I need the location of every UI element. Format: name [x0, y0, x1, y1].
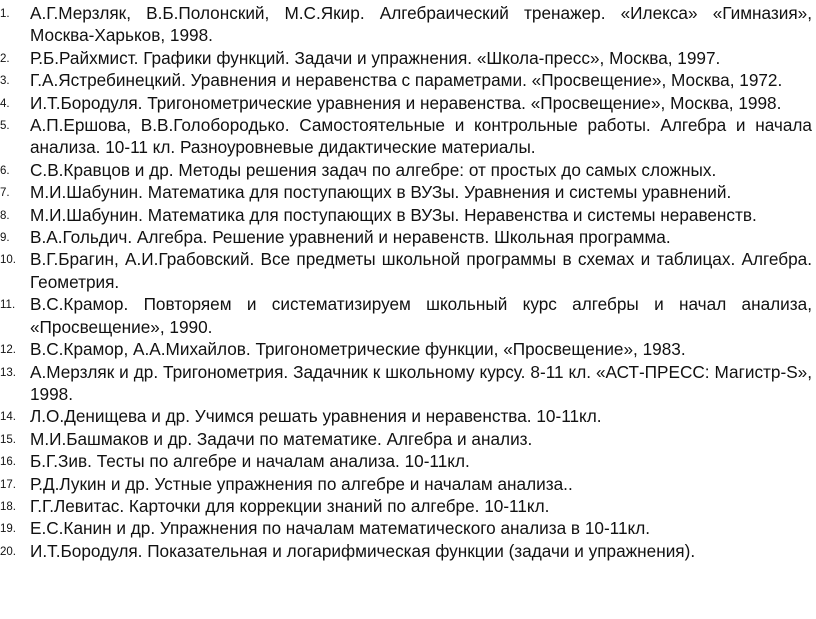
reference-number: 12.: [0, 344, 16, 357]
reference-item: [0, 361, 816, 406]
reference-item: [0, 428, 816, 450]
reference-text: Г.Г.Левитас. Карточки для коррекции знаний по алгебре. 10-11кл.: [30, 495, 550, 516]
reference-item: [0, 248, 816, 293]
reference-text: Б.Г.Зив. Тесты по алгебре и началам анализа. 10-11кл.: [30, 451, 470, 472]
reference-text: И.Т.Бородуля. Показательная и логарифмическая функции (задачи и упражнения).: [30, 540, 696, 561]
reference-text: А.Мерзляк и др. Тригонометрия. Задачник к школьному курсу. 8-11 кл. «АСТ-ПРЕСС: Магистр-S», 1998.: [30, 361, 812, 404]
reference-number: 3.: [0, 75, 10, 88]
reference-item: [0, 226, 816, 248]
reference-number: 14.: [0, 411, 16, 424]
reference-text: В.Г.Брагин, А.И.Грабовский. Все предметы школьной программы в схемах и таблицах. Алгебра. Геометрия.: [30, 249, 812, 292]
reference-number: 13.: [0, 366, 16, 379]
reference-number: 17.: [0, 478, 16, 491]
reference-number: 4.: [0, 97, 10, 110]
reference-text: С.В.Кравцов и др. Методы решения задач по алгебре: от простых до самых сложных.: [30, 159, 717, 180]
reference-item: [0, 47, 816, 69]
reference-text: Р.Д.Лукин и др. Устные упражнения по алгебре и началам анализа..: [30, 473, 573, 494]
reference-text: Е.С.Канин и др. Упражнения по началам математического анализа в 10-11кл.: [30, 518, 651, 539]
reference-text: М.И.Шабунин. Математика для поступающих в ВУЗы. Неравенства и системы неравенств.: [30, 204, 757, 225]
reference-item: [0, 69, 816, 91]
reference-number: 5.: [0, 120, 10, 133]
reference-item: [0, 338, 816, 360]
reference-text: М.И.Шабунин. Математика для поступающих в ВУЗы. Уравнения и системы уравнений.: [30, 182, 732, 203]
reference-number: 20.: [0, 545, 16, 558]
reference-text: Г.А.Ястребинецкий. Уравнения и неравенства с параметрами. «Просвещение», Москва, 1972.: [30, 70, 783, 91]
reference-text: М.И.Башмаков и др. Задачи по математике. Алгебра и анализ.: [30, 428, 533, 449]
reference-item: [0, 114, 816, 159]
reference-text: В.С.Крамор. Повторяем и систематизируем школьный курс алгебры и начал анализа, «Просвещение», 1990.: [30, 294, 812, 337]
reference-text: Л.О.Денищева и др. Учимся решать уравнения и неравенства. 10-11кл.: [30, 406, 602, 427]
reference-text: В.А.Гольдич. Алгебра. Решение уравнений и неравенств. Школьная программа.: [30, 227, 671, 248]
reference-item: [0, 495, 816, 517]
reference-number: 15.: [0, 433, 16, 446]
reference-number: 8.: [0, 209, 10, 222]
reference-item: [0, 540, 816, 562]
reference-number: 2.: [0, 52, 10, 65]
reference-item: [0, 204, 816, 226]
reference-item: [0, 517, 816, 539]
reference-item: [0, 92, 816, 114]
reference-item: [0, 450, 816, 472]
reference-text: А.Г.Мерзляк, В.Б.Полонский, М.С.Якир. Алгебраический тренажер. «Илекса» «Гимназия», Москва-Харьков, 1998.: [30, 3, 812, 46]
reference-item: [0, 2, 816, 47]
reference-number: 19.: [0, 523, 16, 536]
reference-item: [0, 181, 816, 203]
reference-item: [0, 159, 816, 181]
reference-number: 1.: [0, 8, 10, 20]
reference-text: А.П.Ершова, В.В.Голобородько. Самостоятельные и контрольные работы. Алгебра и начала анализа. 10-11 кл. Разноуровневые дидактические материалы.: [30, 115, 812, 158]
reference-text: Р.Б.Райхмист. Графики функций. Задачи и упражнения. «Школа-пресс», Москва, 1997.: [30, 47, 721, 68]
reference-number: 7.: [0, 187, 10, 200]
reference-list: [0, 2, 816, 562]
reference-number: 16.: [0, 456, 16, 469]
reference-number: 6.: [0, 164, 10, 177]
reference-number: 11.: [0, 299, 16, 312]
reference-item: [0, 473, 816, 495]
reference-number: 9.: [0, 232, 10, 245]
reference-item: [0, 293, 816, 338]
reference-number: 10.: [0, 254, 16, 267]
reference-text: И.Т.Бородуля. Тригонометрические уравнения и неравенства. «Просвещение», Москва, 1998.: [30, 92, 782, 113]
reference-item: [0, 405, 816, 427]
reference-number: 18.: [0, 500, 16, 513]
reference-text: В.С.Крамор, А.А.Михайлов. Тригонометрические функции, «Просвещение», 1983.: [30, 339, 686, 360]
